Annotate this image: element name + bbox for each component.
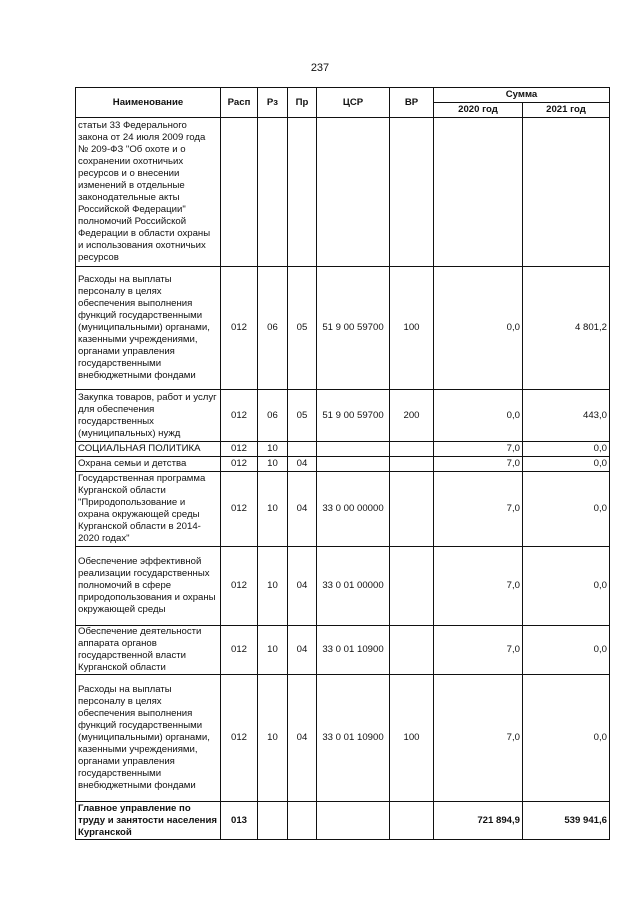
- cell-rz: 10: [258, 675, 288, 802]
- cell-pr: [288, 442, 317, 457]
- cell-rz: 06: [258, 390, 288, 442]
- cell-rasp: 012: [221, 267, 258, 390]
- cell-rz: 10: [258, 626, 288, 675]
- cell-rz: 10: [258, 472, 288, 547]
- header-rz: Рз: [258, 88, 288, 118]
- cell-y2020: 7,0: [434, 472, 523, 547]
- header-name: Наименование: [76, 88, 221, 118]
- table-row: [76, 118, 610, 267]
- cell-pr: 04: [288, 472, 317, 547]
- cell-rasp: 012: [221, 547, 258, 626]
- cell-csr: 51 9 00 59700: [317, 267, 390, 390]
- table-body: [76, 118, 610, 840]
- cell-vr: [390, 547, 434, 626]
- cell-pr: 05: [288, 267, 317, 390]
- cell-vr: [390, 442, 434, 457]
- table-row: [76, 457, 610, 472]
- cell-vr: [390, 118, 434, 267]
- cell-rasp: 012: [221, 390, 258, 442]
- cell-name: Расходы на выплаты персоналу в целях обеспечения выполнения функций государственными (муниципальными) органами, казенными учреждениями, органами управления государственными внебюджетными фондами: [76, 267, 221, 390]
- header-csr: ЦСР: [317, 88, 390, 118]
- header-year-2020: 2020 год: [434, 103, 523, 118]
- cell-rz: 10: [258, 457, 288, 472]
- budget-table: [75, 87, 610, 840]
- cell-y2020: 0,0: [434, 267, 523, 390]
- table-row: [76, 390, 610, 442]
- cell-y2021: [523, 118, 610, 267]
- cell-name: СОЦИАЛЬНАЯ ПОЛИТИКА: [76, 442, 221, 457]
- table-row: [76, 472, 610, 547]
- cell-y2021: 0,0: [523, 547, 610, 626]
- cell-csr: [317, 802, 390, 840]
- cell-csr: [317, 457, 390, 472]
- cell-y2021: 4 801,2: [523, 267, 610, 390]
- cell-vr: 100: [390, 267, 434, 390]
- cell-name: Расходы на выплаты персоналу в целях обеспечения выполнения функций государственными (муниципальными) органами, казенными учреждениями, органами управления государственными внебюджетными фондами: [76, 675, 221, 802]
- cell-y2020: 0,0: [434, 390, 523, 442]
- cell-y2020: 7,0: [434, 547, 523, 626]
- cell-pr: 04: [288, 547, 317, 626]
- cell-rz: 10: [258, 442, 288, 457]
- table-row: [76, 442, 610, 457]
- cell-y2021: 0,0: [523, 472, 610, 547]
- cell-rasp: 012: [221, 442, 258, 457]
- cell-csr: 33 0 01 10900: [317, 675, 390, 802]
- header-rasp: Расп: [221, 88, 258, 118]
- cell-vr: [390, 802, 434, 840]
- cell-csr: 33 0 00 00000: [317, 472, 390, 547]
- cell-rasp: 013: [221, 802, 258, 840]
- cell-csr: [317, 442, 390, 457]
- cell-name: Охрана семьи и детства: [76, 457, 221, 472]
- cell-pr: [288, 118, 317, 267]
- cell-name: статьи 33 Федерального закона от 24 июля 2009 года № 209-ФЗ "Об охоте и о сохранении охотничьих ресурсов и о внесении изменений в отдельные законодательные акты Российской Федерации" полномочий Российской Федерации в области охраны и использования охотничьих ресурсов: [76, 118, 221, 267]
- cell-rasp: 012: [221, 675, 258, 802]
- table-row: [76, 802, 610, 840]
- cell-pr: [288, 802, 317, 840]
- cell-y2020: [434, 118, 523, 267]
- cell-rz: 10: [258, 547, 288, 626]
- cell-rz: [258, 118, 288, 267]
- cell-y2021: 0,0: [523, 442, 610, 457]
- cell-csr: 33 0 01 00000: [317, 547, 390, 626]
- cell-rasp: 012: [221, 457, 258, 472]
- cell-csr: [317, 118, 390, 267]
- cell-name: Обеспечение деятельности аппарата органов государственной власти Курганской области: [76, 626, 221, 675]
- cell-y2021: 443,0: [523, 390, 610, 442]
- cell-pr: 04: [288, 675, 317, 802]
- cell-name: Закупка товаров, работ и услуг для обеспечения государственных (муниципальных) нужд: [76, 390, 221, 442]
- cell-rz: [258, 802, 288, 840]
- cell-rasp: [221, 118, 258, 267]
- cell-vr: [390, 472, 434, 547]
- cell-pr: 04: [288, 626, 317, 675]
- cell-vr: [390, 626, 434, 675]
- cell-pr: 04: [288, 457, 317, 472]
- cell-vr: [390, 457, 434, 472]
- cell-name: Главное управление по труду и занятости населения Курганской: [76, 802, 221, 840]
- cell-vr: 100: [390, 675, 434, 802]
- cell-y2020: 7,0: [434, 442, 523, 457]
- table-row: [76, 547, 610, 626]
- header-sum: Сумма: [434, 88, 610, 103]
- table-row: [76, 626, 610, 675]
- cell-name: Обеспечение эффективной реализации государственных полномочий в сфере природопользования и охраны окружающей среды: [76, 547, 221, 626]
- header-year-2021: 2021 год: [523, 103, 610, 118]
- cell-rasp: 012: [221, 472, 258, 547]
- table-row: [76, 267, 610, 390]
- cell-y2020: 7,0: [434, 626, 523, 675]
- cell-rasp: 012: [221, 626, 258, 675]
- cell-y2021: 0,0: [523, 675, 610, 802]
- cell-csr: 33 0 01 10900: [317, 626, 390, 675]
- cell-pr: 05: [288, 390, 317, 442]
- cell-vr: 200: [390, 390, 434, 442]
- cell-y2020: 721 894,9: [434, 802, 523, 840]
- cell-rz: 06: [258, 267, 288, 390]
- cell-y2020: 7,0: [434, 675, 523, 802]
- cell-y2021: 0,0: [523, 457, 610, 472]
- cell-y2021: 539 941,6: [523, 802, 610, 840]
- cell-y2021: 0,0: [523, 626, 610, 675]
- header-pr: Пр: [288, 88, 317, 118]
- table-row: [76, 675, 610, 802]
- cell-y2020: 7,0: [434, 457, 523, 472]
- cell-name: Государственная программа Курганской области "Природопользование и охрана окружающей среды Курганской области в 2014-2020 годах": [76, 472, 221, 547]
- cell-csr: 51 9 00 59700: [317, 390, 390, 442]
- header-vr: ВР: [390, 88, 434, 118]
- page-number: 237: [310, 62, 330, 74]
